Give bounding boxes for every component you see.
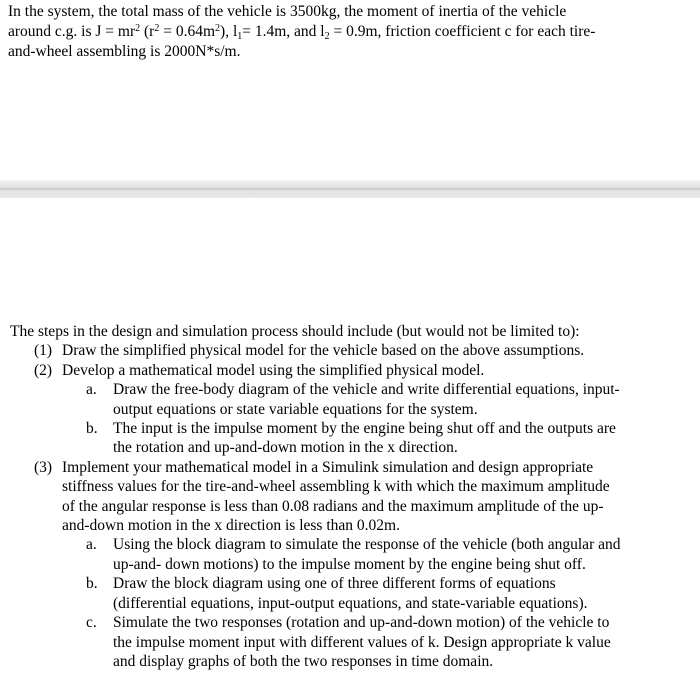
step-3c-line-2: the impulse moment input with different values of k. Design appropriate k value: [113, 633, 611, 651]
step-2a-letter: a.: [86, 381, 97, 399]
step-3-number: (3): [34, 458, 53, 476]
step-3a-line-2: up-and- down motions) to the impulse moment by the engine being shut off.: [113, 555, 586, 573]
step-3a: [0, 535, 700, 574]
step-3-line-3: of the angular response is less than 0.08 radians and the maximum amplitude of the up-: [62, 497, 604, 515]
steps-intro: The steps in the design and simulation process should include (but would not be limited to):: [10, 323, 580, 340]
step-2b-letter: b.: [86, 420, 98, 438]
step-3c-line-1: Simulate the two responses (rotation and up-and-down motion) of the vehicle to: [113, 614, 610, 632]
step-2a-line-1: Draw the free-body diagram of the vehicle and write differential equations, input-: [113, 381, 620, 399]
step-2: [0, 361, 700, 380]
problem-statement: [8, 2, 694, 62]
step-3-line-1: Implement your mathematical model in a Simulink simulation and design appropriate: [62, 458, 594, 476]
step-3c-letter: c.: [86, 614, 97, 632]
step-3c: [0, 613, 700, 671]
step-3a-line-1: Using the block diagram to simulate the response of the vehicle (both angular and: [113, 536, 621, 554]
step-3a-letter: a.: [86, 536, 97, 554]
step-3b-line-1: Draw the block diagram using one of three different forms of equations: [113, 575, 556, 593]
step-3-line-4: and-down motion in the x direction is less than 0.02m.: [62, 517, 400, 535]
step-2a: [0, 380, 700, 419]
step-1-number: (1): [34, 342, 53, 360]
step-1-text: Draw the simplified physical model for the vehicle based on the above assumptions.: [62, 342, 585, 360]
step-2b-line-1: The input is the impulse moment by the engine being shut off and the outputs are: [113, 420, 616, 438]
step-2a-line-2: output equations or state variable equations for the system.: [113, 400, 478, 418]
step-1: [0, 341, 700, 360]
problem-line-3: and-wheel assembling is 2000N*s/m.: [8, 43, 241, 60]
step-2-text: Develop a mathematical model using the simplified physical model.: [62, 361, 485, 379]
step-3-line-2: stiffness values for the tire-and-wheel assembling k with which the maximum amplitude: [62, 478, 610, 496]
separator-stripe: [0, 188, 700, 190]
design-steps: [0, 322, 700, 671]
separator-band: [0, 180, 700, 198]
problem-line-1: In the system, the total mass of the vehicle is 3500kg, the moment of inertia of the vehicle: [8, 3, 567, 20]
step-2b-line-2: the rotation and up-and-down motion in the x direction.: [113, 439, 458, 457]
step-3b: [0, 574, 700, 613]
step-3c-line-3: and display graphs of both the two responses in time domain.: [113, 652, 494, 670]
step-3b-letter: b.: [86, 575, 98, 593]
step-3: [0, 458, 700, 536]
step-2b: [0, 419, 700, 458]
problem-line-2: around c.g. is $J = mr^2$ $(r^2 = 0.64m^2)$, $l_1= 1.4m$, and $l_2 = 0.9m$, friction coefficient c for each tire-: [8, 23, 596, 42]
step-3b-line-2: (differential equations, input-output equations, and state-variable equations).: [113, 594, 588, 612]
step-2-number: (2): [34, 361, 53, 379]
